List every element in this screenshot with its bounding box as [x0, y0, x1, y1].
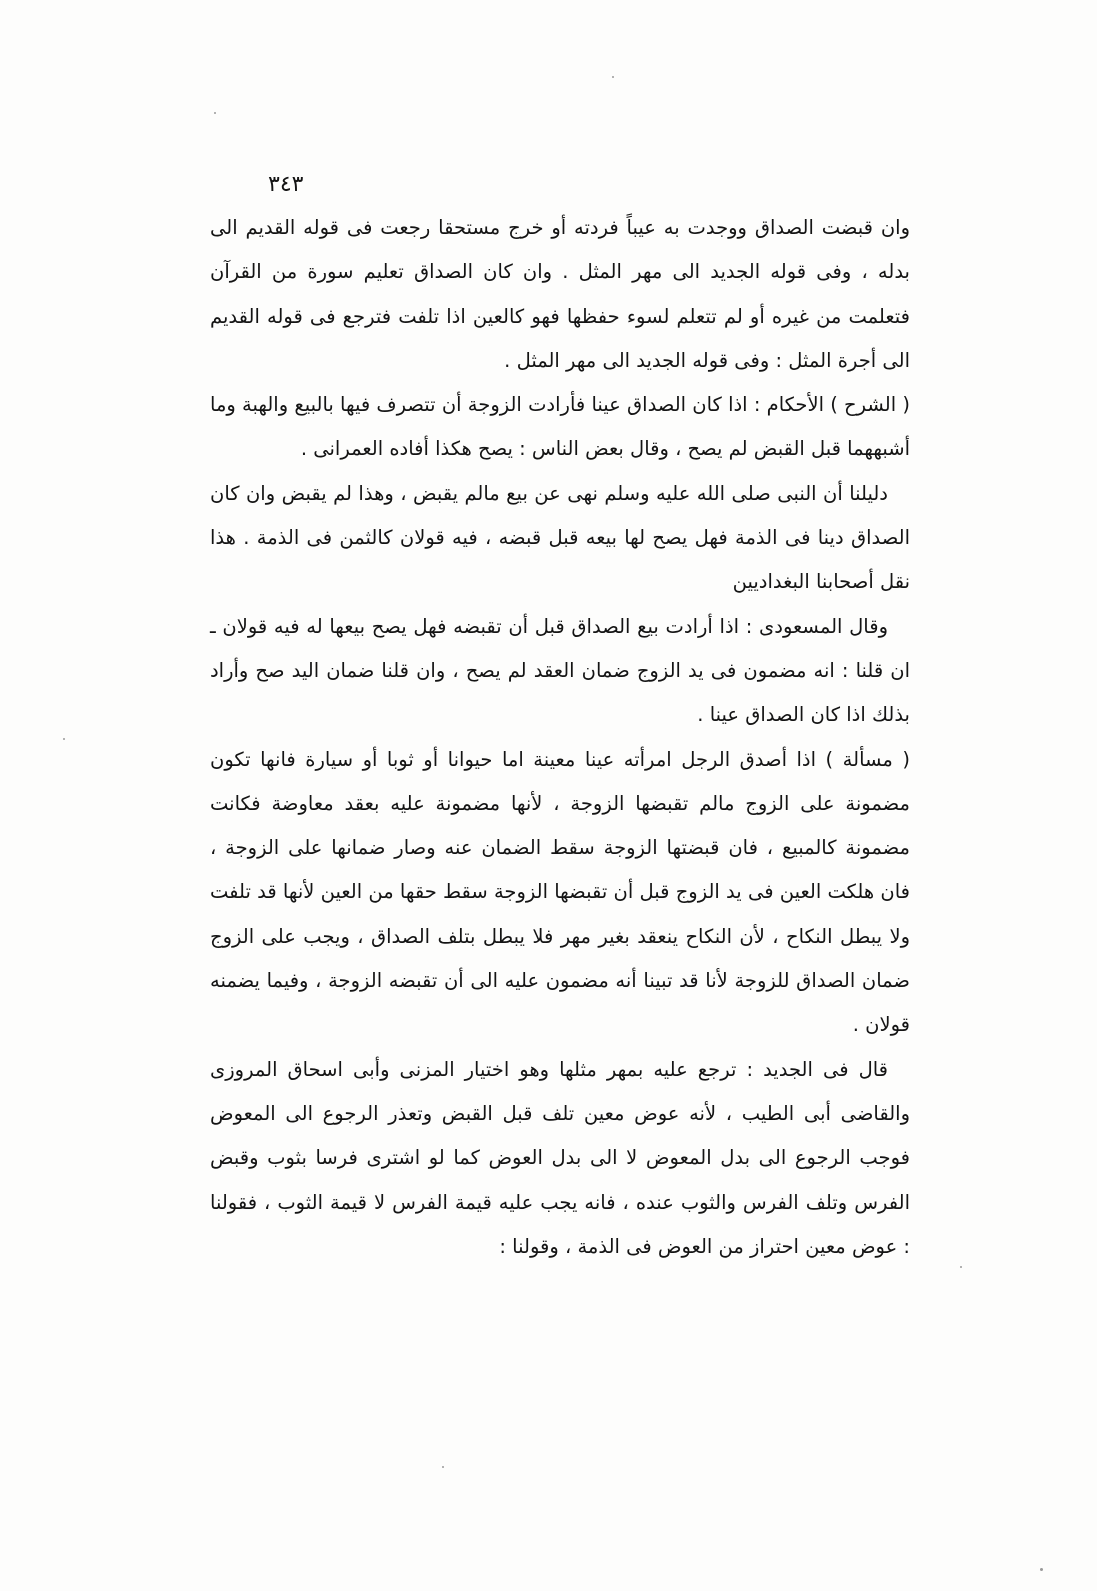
scan-speck: [612, 76, 614, 78]
scan-speck: [214, 112, 216, 114]
paragraph-2: ( الشرح ) الأحكام : اذا كان الصداق عينا فأرادت الزوجة أن تتصرف فيها بالبيع والهبة وما أشبههما قبل القبض لم يصح ، وقال بعض الناس : يصح هكذا أفاده العمرانى .: [210, 393, 910, 461]
paragraph-6: قال فى الجديد : ترجع عليه بمهر مثلها وهو اختيار المزنى وأبى اسحاق المروزى والقاضى أبى الطيب ، لأنه عوض معين تلف قبل القبض وتعذر الرجوع الى المعوض فوجب الرجوع الى بدل المعوض لا الى بدل العوض كما لو اشترى فرسا بثوب وقبض الفرس وتلف الفرس والثوب عنده ، فانه يجب عليه قيمة الفرس لا قيمة الثوب ، فقولنا : عوض معين احتراز من العوض فى الذمة ، وقولنا :: [210, 1057, 910, 1258]
scan-speck: [63, 738, 65, 740]
paragraph-4: وقال المسعودى : اذا أرادت بيع الصداق قبل أن تقبضه فهل يصح بيعها له فيه قولان ـ ان قلنا : انه مضمون فى يد الزوج ضمان العقد لم يصح ، وان قلنا ضمان اليد صح وأراد بذلك اذا كان الصداق عينا .: [210, 614, 910, 727]
paragraph-3: دليلنا أن النبى صلى الله عليه وسلم نهى عن بيع مالم يقبض ، وهذا لم يقبض وان كان الصداق دينا فى الذمة فهل يصح لها بيعه قبل قبضه ، فيه قولان كالثمن فى الذمة . هذا نقل أصحابنا البغداديين: [210, 481, 910, 594]
scan-speck: [1040, 1568, 1043, 1571]
body-text: [210, 206, 910, 1269]
scan-speck: [442, 1466, 444, 1468]
paragraph-1: وان قبضت الصداق ووجدت به عيباً فردته أو خرج مستحقا رجعت فى قوله القديم الى بدله ، وفى قوله الجديد الى مهر المثل . وان كان الصداق تعليم سورة من القرآن فتعلمت من غيره أو لم تتعلم لسوء حفظها فهو كالعين اذا تلفت فترجع فى قوله القديم الى أجرة المثل : وفى قوله الجديد الى مهر المثل .: [210, 216, 910, 372]
page-number: ٣٤٣: [268, 172, 304, 197]
paragraph-5: ( مسألة ) اذا أصدق الرجل امرأته عينا معينة اما حيوانا أو ثوبا أو سيارة فانها تكون مضمونة على الزوج مالم تقبضها الزوجة ، لأنها مضمونة عليه بعقد معاوضة فكانت مضمونة كالمبيع ، فان قبضتها الزوجة سقط الضمان عنه وصار ضمانها على الزوجة ، فان هلكت العين فى يد الزوج قبل أن تقبضها الزوجة سقط حقها من العين لأنها قد تلفت ولا يبطل النكاح ، لأن النكاح ينعقد بغير مهر فلا يبطل بتلف الصداق ، ويجب على الزوج ضمان الصداق للزوجة لأنا قد تبينا أنه مضمون عليه الى أن تقبضه الزوجة ، وفيما يضمنه قولان .: [210, 747, 910, 1037]
scan-speck: [960, 1266, 962, 1268]
